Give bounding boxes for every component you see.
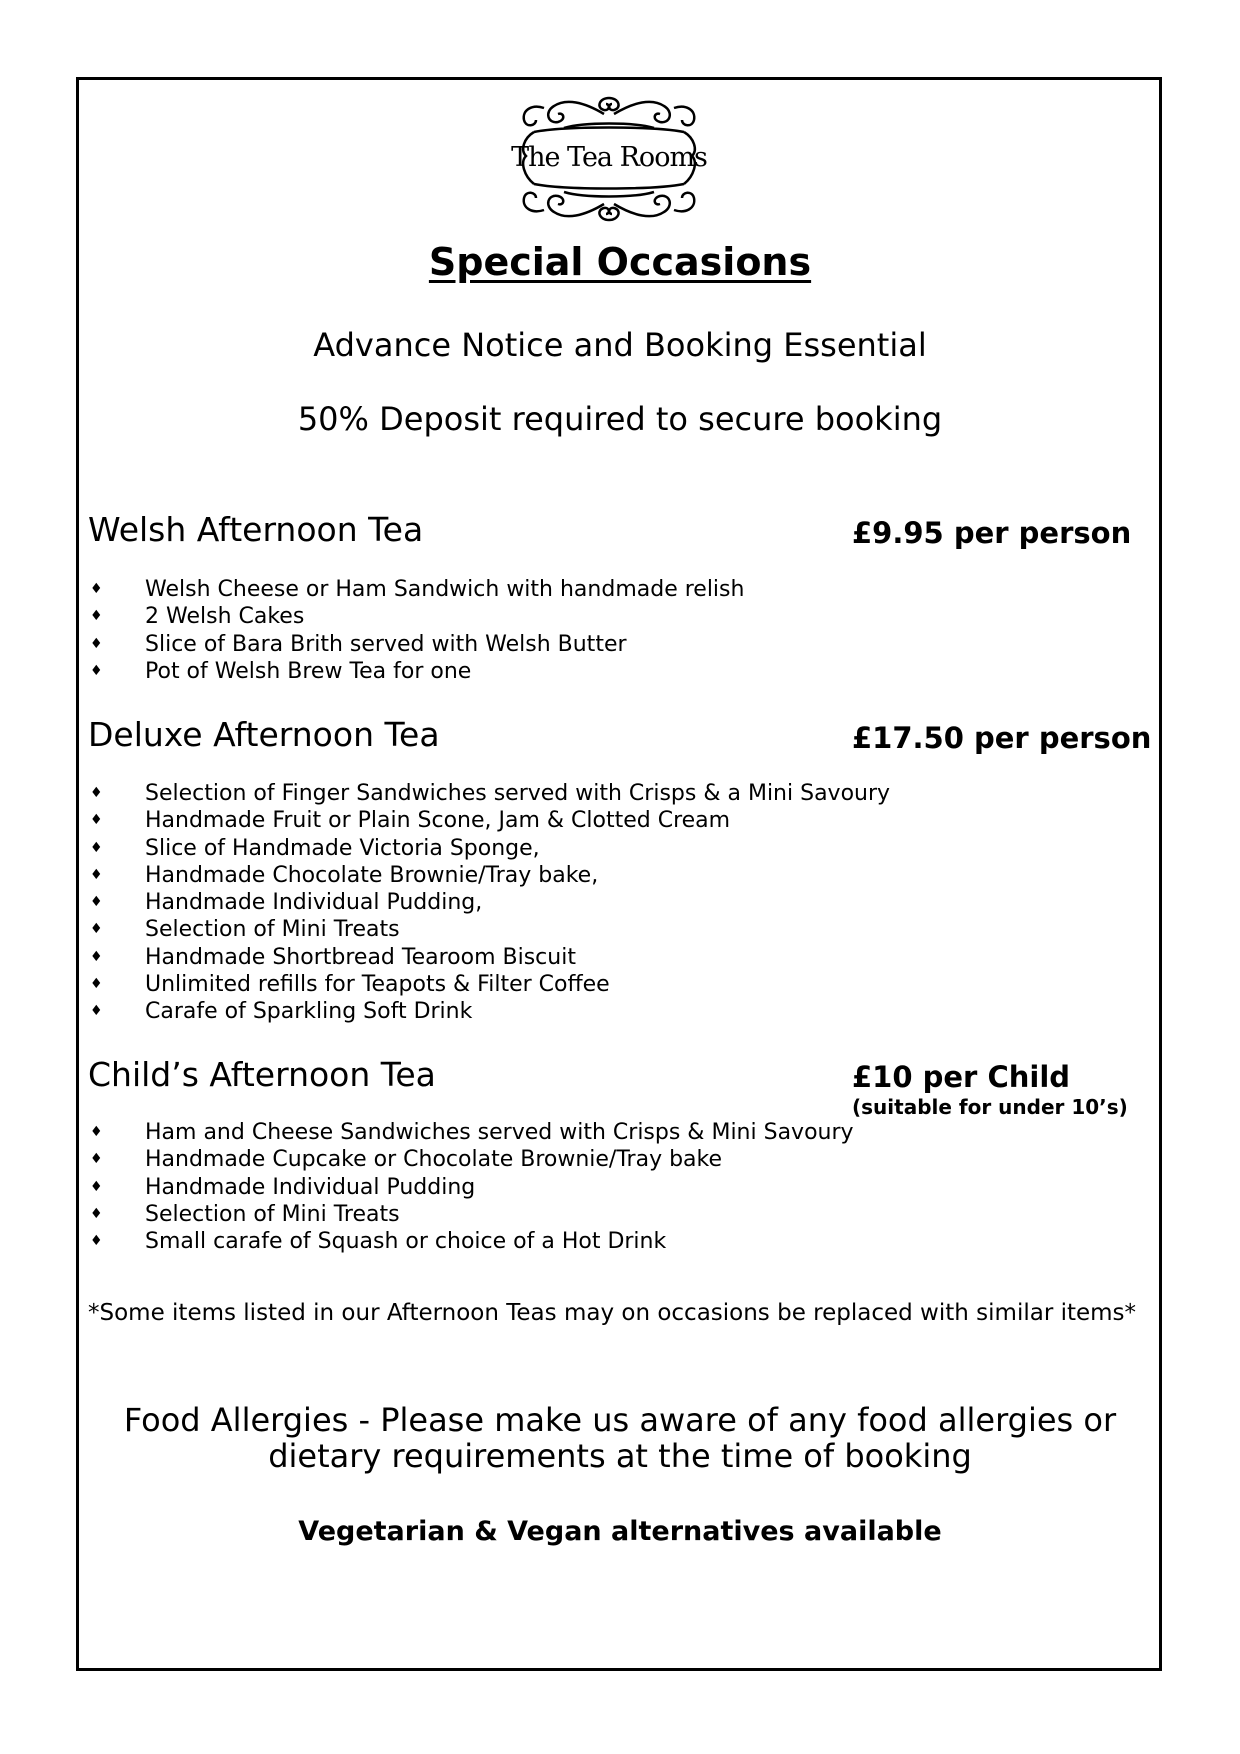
section-title-welsh: Welsh Afternoon Tea	[88, 510, 424, 549]
list-item: ♦ Ham and Cheese Sandwiches served with Crisps & Mini Savoury	[90, 1120, 854, 1145]
list-item: ♦ Selection of Mini Treats	[90, 1201, 400, 1227]
diamond-bullet-icon: ♦	[90, 866, 103, 883]
diamond-bullet-icon: ♦	[90, 812, 103, 829]
allergy-line-2: dietary requirements at the time of booking	[268, 1437, 972, 1475]
diamond-bullet-icon: ♦	[90, 921, 103, 938]
list-item: ♦ 2 Welsh Cakes	[90, 604, 305, 630]
page-title: Special Occasions	[428, 240, 812, 284]
diamond-bullet-icon: ♦	[90, 894, 103, 911]
logo-text: The Tea Rooms	[511, 142, 707, 173]
allergy-notice	[0, 1402, 1240, 1474]
list-item: ♦ Unlimited refills for Teapots & Filter Coffee	[90, 972, 610, 998]
diamond-bullet-icon: ♦	[90, 1151, 103, 1168]
list-item: ♦ Handmade Cupcake or Chocolate Brownie/Tray bake	[90, 1147, 723, 1173]
booking-notice: Advance Notice and Booking Essential	[313, 326, 927, 364]
price-child: £10 per Child	[852, 1060, 1071, 1094]
allergy-line-1: Food Allergies - Please make us aware of any food allergies or	[123, 1401, 1117, 1439]
list-item: ♦ Carafe of Sparkling Soft Drink	[90, 999, 473, 1025]
list-item: ♦ Handmade Fruit or Plain Scone, Jam & Clotted Cream	[90, 808, 731, 834]
substitution-note: *Some items listed in our Afternoon Teas may on occasions be replaced with similar items*	[88, 1300, 1137, 1326]
list-item: ♦ Welsh Cheese or Ham Sandwich with handmade relish	[90, 577, 745, 602]
diamond-bullet-icon: ♦	[90, 608, 103, 625]
item-list-welsh	[88, 576, 744, 685]
diamond-bullet-icon: ♦	[90, 785, 103, 801]
diamond-bullet-icon: ♦	[90, 581, 103, 597]
diamond-bullet-icon: ♦	[90, 662, 103, 679]
list-item: ♦ Selection of Finger Sandwiches served with Crisps & a Mini Savoury	[90, 781, 891, 806]
price-note-child: (suitable for under 10’s)	[852, 1095, 1128, 1119]
diamond-bullet-icon: ♦	[90, 1003, 103, 1020]
item-list-child	[88, 1119, 854, 1255]
diamond-bullet-icon: ♦	[90, 1178, 103, 1195]
vegetarian-notice: Vegetarian & Vegan alternatives available	[298, 1516, 942, 1547]
item-list-deluxe	[88, 780, 890, 1026]
diamond-bullet-icon: ♦	[90, 948, 103, 965]
list-item: ♦ Handmade Shortbread Tearoom Biscuit	[90, 944, 576, 970]
list-item: ♦ Slice of Handmade Victoria Sponge,	[90, 835, 540, 861]
diamond-bullet-icon: ♦	[90, 976, 103, 993]
list-item: ♦ Handmade Individual Pudding,	[90, 890, 483, 916]
list-item: ♦ Small carafe of Squash or choice of a Hot Drink	[90, 1229, 667, 1255]
list-item: ♦ Handmade Chocolate Brownie/Tray bake,	[90, 862, 599, 888]
price-welsh: £9.95 per person	[852, 516, 1132, 550]
diamond-bullet-icon: ♦	[90, 635, 103, 652]
tea-rooms-logo	[504, 92, 714, 228]
deposit-notice: 50% Deposit required to secure booking	[297, 400, 943, 438]
list-item: ♦ Selection of Mini Treats	[90, 917, 400, 943]
list-item: ♦ Handmade Individual Pudding	[90, 1174, 476, 1200]
section-title-deluxe: Deluxe Afternoon Tea	[88, 715, 440, 754]
section-title-child: Child’s Afternoon Tea	[88, 1055, 436, 1094]
list-item: ♦ Slice of Bara Brith served with Welsh Butter	[90, 631, 627, 657]
diamond-bullet-icon: ♦	[90, 1233, 103, 1250]
list-item: ♦ Pot of Welsh Brew Tea for one	[90, 658, 472, 684]
diamond-bullet-icon: ♦	[90, 839, 103, 856]
diamond-bullet-icon: ♦	[90, 1124, 103, 1140]
price-deluxe: £17.50 per person	[852, 721, 1152, 755]
diamond-bullet-icon: ♦	[90, 1205, 103, 1222]
